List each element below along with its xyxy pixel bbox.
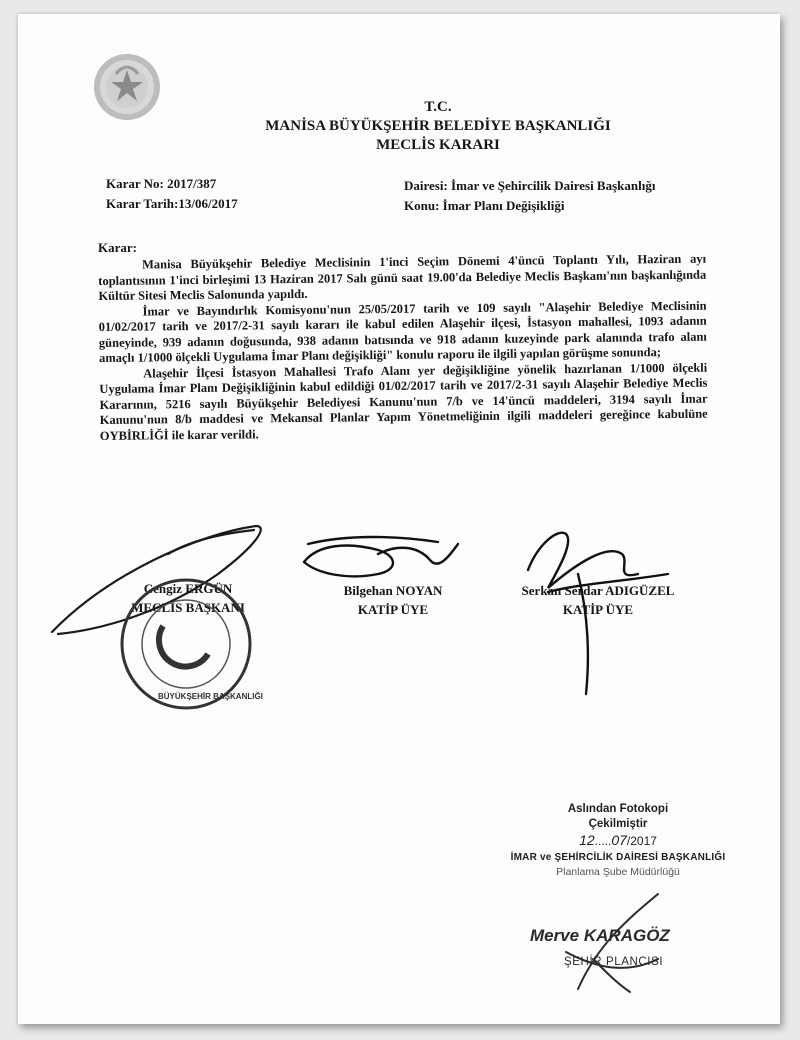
header-institution: MANİSA BÜYÜKŞEHİR BELEDİYE BAŞKANLIĞI xyxy=(265,118,611,134)
signatory-name: Bilgehan NOYAN xyxy=(343,583,443,598)
decision-meta xyxy=(106,174,238,214)
header-tc: T.C. xyxy=(424,99,452,115)
cert-date: 12.....07/2017 xyxy=(579,832,657,848)
signature-block-clerk-1 xyxy=(318,581,468,619)
paragraph-3: Alaşehir İlçesi İstasyon Mahallesi Trafo Alanı yer değişikliğine yönelik hazırlanan 1/1000 ölçekli Uygulama İmar Planı Değişikliğinin kabul edildiği 01/02/2017 tarih ve 2017/2-31 sayılı Alaşehir Belediye Meclis Kararının, 5216 sayılı Büyükşehir Belediyesi Kanunu'nun 7/b ve 14'üncü maddeleri, 3194 sayılı İmar Kanunu'nun 8/b maddesi ve Mekansal Planlar Yapım Yönetmeliğinin ilgili maddeleri gereğince kabulüne OYBİRLİĞİ ile karar verildi. xyxy=(99,360,708,443)
cert-department: İMAR ve ŞEHİRCİLİK DAİRESİ BAŞKANLIĞI xyxy=(510,852,726,863)
signatory-title: KATİP ÜYE xyxy=(357,602,429,617)
decision-body xyxy=(98,252,708,444)
paragraph-2: İmar ve Bayındırlık Komisyonu'nun 25/05/2017 tarih ve 109 sayılı "Alaşehir Belediye Meclisinin 01/02/2017 tarih ve 2017/2-31 sayılı kararı ile kabul edilen Alaşehir ilçesi, İstasyon mahallesi, 1093 adanın güneyinde, 939 adanın doğusunda, 938 adanın batısında ve 918 adanın kuzeyinde park alanında trafo alanı amaçlı 1/1000 ölçekli Uygulama İmar Planı değişikliği" konulu raporu ile ilgili yapılan görüşme sonunda; xyxy=(98,298,707,365)
document-page xyxy=(18,14,780,1024)
cert-official-name: Merve KARAGÖZ xyxy=(530,926,670,945)
paragraph-1: Manisa Büyükşehir Belediye Meclisinin 1'inci Seçim Dönemi 4'üncü Toplantı Yılı, Haziran ayı toplantısının 1'inci birleşimi 13 Haziran 2017 Salı günü saat 19.00'da Belediye Meclis Başkanı'nın başkanlığında Kültür Sitesi Meclis Salonunda yapıldı. xyxy=(98,251,707,303)
signatory-name: Cengiz ERGÜN xyxy=(143,581,233,596)
cert-date-day: 12 xyxy=(579,832,595,848)
municipality-seal-icon xyxy=(92,52,162,122)
clerk-1-signature-icon xyxy=(304,537,458,576)
decision-date: Karar Tarih:13/06/2017 xyxy=(106,196,238,211)
signatory-title: KATİP ÜYE xyxy=(562,602,634,617)
subject: Konu: İmar Planı Değişikliği xyxy=(404,198,565,213)
signatory-title: MECLİS BAŞKANI xyxy=(131,600,245,615)
signatory-name: Serkan Serdar ADIGÜZEL xyxy=(521,583,675,598)
signature-block-clerk-2 xyxy=(498,581,698,619)
cert-unit: Planlama Şube Müdürlüğü xyxy=(556,866,680,878)
cert-copy-text: Aslından Fotokopi xyxy=(567,803,669,815)
decision-label: Karar: xyxy=(98,240,137,255)
cert-date-year: /2017 xyxy=(626,834,657,848)
department-meta xyxy=(404,176,655,216)
certified-copy-stamp xyxy=(488,802,748,879)
cert-taken-text: Çekilmiştir xyxy=(588,818,648,830)
cert-official-title: ŞEHİR PLANCISI xyxy=(564,956,664,968)
decision-number: Karar No: 2017/387 xyxy=(106,176,217,191)
header-document-type: MECLİS KARARI xyxy=(376,137,500,153)
stamp-ring-text: BÜYÜKŞEHİR BAŞKANLIĞI xyxy=(158,692,263,701)
document-sheet xyxy=(18,14,780,1024)
document-header xyxy=(188,98,688,155)
signature-block-president xyxy=(88,579,288,617)
cert-date-month: 07 xyxy=(611,832,627,848)
department: Dairesi: İmar ve Şehircilik Dairesi Başkanlığı xyxy=(404,178,656,193)
